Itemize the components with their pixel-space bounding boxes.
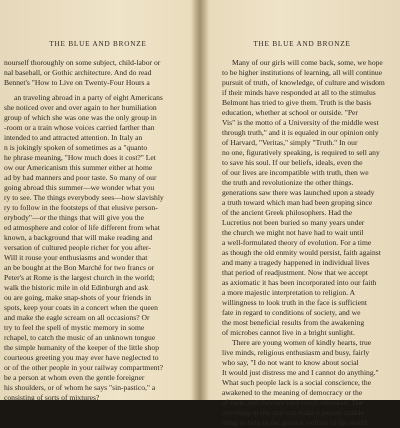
text-line: rchapel, to catch the music of an unknown tongue bbox=[4, 333, 156, 342]
right-page-text bbox=[204, 58, 400, 427]
text-line: ow our Americanism this summer either at home bbox=[4, 163, 153, 172]
text-line: of microbes cannot live in a bright sunlight. bbox=[222, 328, 355, 337]
text-line: Bennet's "How to Live on Twenty-Four Hours a bbox=[4, 78, 150, 87]
text-line: she noticed over and over again to her humiliation bbox=[4, 103, 157, 112]
text-line: group of which she was one was the only group in bbox=[4, 113, 157, 122]
text-line: try to feel the spell of mystic memory in some bbox=[4, 323, 145, 332]
text-line: n is jokingly spoken of sometimes as a "quanto bbox=[4, 143, 148, 152]
text-line: erybody"—or the things that will give you the bbox=[4, 213, 144, 222]
text-line: Many of our girls will come back, some, we hope bbox=[232, 58, 383, 67]
text-line: of our lives are incompatible with truth, then we bbox=[222, 168, 369, 177]
text-line: as though the old enmity would persist, faith against bbox=[222, 248, 381, 257]
right-page bbox=[204, 0, 400, 427]
text-line: of the ancient Greek philosophers. Had the bbox=[222, 208, 353, 217]
text-line: spots, keep your coats in a concert when the queen bbox=[4, 303, 158, 312]
text-line: a more majestic interpretation to religion. A bbox=[222, 288, 356, 297]
right-running-head: THE BLUE AND BRONZE bbox=[253, 40, 351, 48]
left-running-head: THE BLUE AND BRONZE bbox=[49, 40, 147, 48]
text-line: versation of cultured people richer for you after- bbox=[4, 243, 151, 252]
text-line: that period of readjustment. Now that we accept bbox=[222, 268, 368, 277]
text-line: walk the historic mile in old Edinburgh and ask bbox=[4, 283, 149, 292]
text-line: nal baseball, or Gothic architecture. And do read bbox=[4, 68, 152, 77]
text-line: a truth toward which man had been groping since bbox=[222, 198, 373, 207]
text-line: live minds, religious enthusiasm and busy, fairly bbox=[222, 348, 370, 357]
text-line: courteous greeting you may ever have neglected to bbox=[4, 353, 159, 362]
text-line: the truth and revolutionize the other things. bbox=[222, 178, 354, 187]
text-line: It would just distress me and I cannot do anything." bbox=[222, 368, 379, 377]
text-line: Peter's at Rome is the largest church in the world; bbox=[4, 273, 155, 282]
text-line: education, whether at school or outside. "Per bbox=[222, 108, 358, 117]
text-line: one thing in life that can make a person unable bbox=[222, 408, 364, 417]
text-line: Vis" is the motto of a University of the middle west bbox=[222, 118, 379, 127]
text-line: and make the eagle scream on all occasions? Or bbox=[4, 313, 150, 322]
text-line: pursuit of truth, of knowledge, of culture and wisdom bbox=[222, 78, 385, 87]
text-line: going abroad this summer—we wonder what you bbox=[4, 183, 155, 192]
text-line: and many a tragedy happened in individual lives bbox=[222, 258, 370, 267]
text-line: to be higher institutions of learning, all will continue bbox=[222, 68, 383, 77]
left-page bbox=[0, 0, 196, 400]
left-page-text bbox=[0, 58, 196, 400]
text-line: or of the other people in your railway compartment? bbox=[4, 363, 163, 372]
text-line: consisting of sorts of mixtures? bbox=[4, 393, 100, 402]
text-line: ou are going, make snap-shots of your friends in bbox=[4, 293, 151, 302]
text-line: thing to help in the general welfare of the world. bbox=[222, 418, 370, 427]
text-line: as axiomatic it has been incorporated into our faith bbox=[222, 278, 377, 287]
text-line: the most beneficial results from the awakening bbox=[222, 318, 365, 327]
text-line: fate in regard to conditions of society, and we bbox=[222, 308, 361, 317]
text-line: Lucretius not been buried so many years under bbox=[222, 218, 365, 227]
text-line: -room or a train whose voices carried farther than bbox=[4, 123, 155, 132]
text-line: through truth," and it is equaled in our opinion only bbox=[222, 128, 379, 137]
text-line: nourself thoroughly on some subject, child-labor or bbox=[4, 58, 161, 67]
text-line: the church we might not have had to wait until bbox=[222, 228, 364, 237]
text-line: What such people lack is a social conscience, the bbox=[222, 378, 372, 387]
text-line: the simple humanity of the keeper of the little shop bbox=[4, 343, 160, 352]
text-line: no one, figuratively speaking, is required to sell any bbox=[222, 148, 380, 157]
text-line: intended to and attracted attention. In Italy an bbox=[4, 133, 143, 142]
text-line: ed atmosphere and color of life different from what bbox=[4, 223, 160, 232]
text-line: be a person at whom even the gentle foreigner bbox=[4, 373, 145, 382]
text-line: Will it rouse your enthusiasms and wonder that bbox=[4, 253, 148, 262]
text-line: ad by bad manners and poor taste. So many of our bbox=[4, 173, 157, 182]
text-line: ry to follow in the footsteps of that elusive person- bbox=[4, 203, 158, 212]
text-line: Belmont has tried to give them. Truth is the basis bbox=[222, 98, 372, 107]
text-line: of men, and they are very much mistaken. The bbox=[222, 398, 364, 407]
text-line: who say, "I do not want to know about social bbox=[222, 358, 359, 367]
text-line: generations saw there was launched upon a steady bbox=[222, 188, 375, 197]
text-line: There are young women of kindly hearts, true bbox=[232, 338, 372, 347]
text-line: to save his soul. If our beliefs, ideals, even the bbox=[222, 158, 363, 167]
text-line: an be bought at the Bon Marché for two francs or bbox=[4, 263, 155, 272]
text-line: awakened to the meaning of democracy or the bbox=[222, 388, 363, 397]
text-line: a well-formulated theory of evolution. For a time bbox=[222, 238, 372, 247]
text-line: his shoulders, or of whom he says "sin-pastico," a bbox=[4, 383, 156, 392]
text-line: ry to see. The things everybody sees—how slavishly bbox=[4, 193, 164, 202]
text-line: if their minds have responded at all to the stimulus bbox=[222, 88, 376, 97]
text-line: of Harvard, "Veritas," simply "Truth." In our bbox=[222, 138, 358, 147]
text-line: willingness to look truth in the face is sufficient bbox=[222, 298, 367, 307]
text-line: an traveling abroad in a party of eight Americans bbox=[14, 93, 163, 102]
text-line: known, a background that will make reading and bbox=[4, 233, 153, 242]
text-line: he phrase meaning, "How much does it cost?" Let bbox=[4, 153, 156, 162]
